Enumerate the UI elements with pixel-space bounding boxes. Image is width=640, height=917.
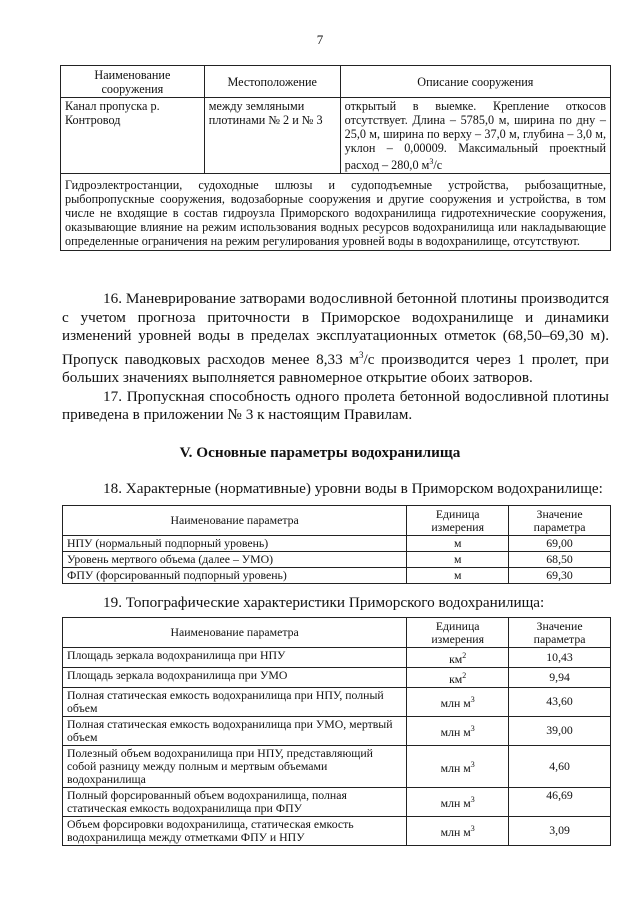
page-number: 7 — [316, 32, 324, 47]
header-parameter: Наименование параметра — [63, 506, 407, 536]
header-value: Значение параметра — [509, 618, 611, 648]
paragraph-19-text: 19. Топографические характеристики Приморского водохранилища: — [103, 594, 545, 611]
parameter-unit: м — [407, 536, 509, 552]
parameter-name: Уровень мертвого объема (далее – УМО) — [63, 552, 407, 568]
parameter-value: 69,30 — [509, 568, 611, 584]
parameter-unit — [407, 667, 509, 687]
structure-location: между земляными плотинами № 2 и № 3 — [204, 98, 340, 174]
parameter-unit — [407, 745, 509, 787]
unit-superscript: 3 — [470, 824, 475, 834]
table-note-row — [61, 174, 611, 251]
parameter-value: 9,94 — [509, 667, 611, 687]
section-heading: V. Основные параметры водохранилища — [179, 444, 461, 461]
unit-superscript: 2 — [462, 670, 467, 680]
parameter-value: 68,50 — [509, 552, 611, 568]
parameter-name: Полная статическая емкость водохранилища при УМО, мертвый объем — [63, 716, 407, 745]
paragraph-16-text-end: /с производится через 1 пролет, при больших значениях выполняется равномерное открытие обоих затворов. — [62, 350, 609, 387]
header-unit: Единица измерения — [407, 618, 509, 648]
table-header-row — [63, 618, 611, 648]
structures-table — [60, 65, 611, 251]
unit-text: млн м — [440, 796, 471, 811]
paragraphs-16-17 — [62, 290, 609, 425]
table-row — [63, 816, 611, 845]
parameter-value: 39,00 — [509, 716, 611, 745]
parameter-name: Полная статическая емкость водохранилища при НПУ, полный объем — [63, 687, 407, 716]
header-unit: Единица измерения — [407, 506, 509, 536]
water-levels-table — [62, 505, 611, 584]
parameter-value: 69,00 — [509, 536, 611, 552]
table-row — [63, 787, 611, 816]
parameter-value: 3,09 — [509, 816, 611, 845]
parameter-name: Полезный объем водохранилища при НПУ, представляющий собой разницу между полным и мертвым объемами водохранилища — [63, 745, 407, 787]
table-row — [63, 667, 611, 687]
unit-superscript: 2 — [462, 651, 467, 660]
unit-text: км — [449, 651, 463, 666]
header-value: Значение параметра — [509, 506, 611, 536]
paragraph-16 — [62, 290, 609, 388]
parameter-value: 10,43 — [509, 648, 611, 668]
table-row — [63, 716, 611, 745]
unit-text: млн м — [440, 760, 471, 775]
parameter-name: ФПУ (форсированный подпорный уровень) — [63, 568, 407, 584]
table-row — [63, 687, 611, 716]
header-location: Местоположение — [204, 66, 340, 98]
parameter-unit: м — [407, 552, 509, 568]
unit-text: км — [449, 671, 463, 686]
table-row — [63, 552, 611, 568]
parameter-unit — [407, 716, 509, 745]
table-row — [63, 568, 611, 584]
description-text: открытый в выемке. Крепление откосов отсутствует. Длина – 5785,0 м, ширина по дну – 25,0 м, ширина по верху – 37,0 м, глубина – 3,0 м, уклон – 0,00009. Максимальный проектный расход – 280,0 м — [344, 99, 606, 173]
table-row — [63, 648, 611, 668]
paragraph-19 — [62, 594, 609, 613]
parameter-unit — [407, 648, 509, 668]
parameter-unit — [407, 787, 509, 816]
parameter-name: Площадь зеркала водохранилища при НПУ — [63, 648, 407, 668]
description-superscript: 3 — [429, 157, 434, 166]
unit-text: млн м — [440, 725, 471, 740]
parameter-value: 4,60 — [509, 745, 611, 787]
header-description: Описание сооружения — [340, 66, 610, 98]
parameter-name: НПУ (нормальный подпорный уровень) — [63, 536, 407, 552]
unit-text: млн м — [440, 696, 471, 711]
parameter-name: Полный форсированный объем водохранилища, полная статическая емкость водохранилища при ФПУ — [63, 787, 407, 816]
parameter-name: Объем форсировки водохранилища, статическая емкость водохранилища между отметками ФПУ и НПУ — [63, 816, 407, 845]
structure-description — [340, 98, 610, 174]
table-row — [63, 536, 611, 552]
paragraph-16-superscript: 3 — [359, 349, 364, 360]
header-structure-name: Наименование сооружения — [61, 66, 205, 98]
parameter-unit — [407, 816, 509, 845]
table-header-row — [61, 66, 611, 98]
parameter-unit: м — [407, 568, 509, 584]
header-parameter: Наименование параметра — [63, 618, 407, 648]
unit-superscript: 3 — [470, 795, 475, 805]
description-unit: /с — [433, 158, 443, 173]
paragraph-18 — [62, 480, 609, 499]
parameter-name: Площадь зеркала водохранилища при УМО — [63, 667, 407, 687]
table-row — [61, 98, 611, 174]
structure-name: Канал пропуска р. Контровод — [61, 98, 205, 174]
paragraph-18-text: 18. Характерные (нормативные) уровни воды в Приморском водохранилище: — [103, 480, 603, 497]
table-row — [63, 745, 611, 787]
parameter-unit — [407, 687, 509, 716]
unit-superscript: 3 — [470, 759, 475, 769]
parameter-value: 46,69 — [509, 787, 611, 816]
parameter-value: 43,60 — [509, 687, 611, 716]
unit-text: млн м — [440, 825, 471, 840]
paragraph-17: 17. Пропускная способность одного пролета бетонной водосливной плотины приведена в приложении № 3 к настоящим Правилам. — [62, 387, 609, 424]
topographic-table — [62, 617, 611, 846]
table-note: Гидроэлектростанции, судоходные шлюзы и судоподъемные устройства, рыбозащитные, рыбопропускные сооружения, водозаборные сооружения и другие сооружения и устройства, в том числе не входящие в состав гидроузла Приморского водохранилища гидротехнические сооружения, оказывающие влияние на режим использования водных ресурсов водохранилища или накладывающие определенные ограничения на режим регулирования уровней воды в водохранилище, отсутствуют. — [61, 174, 611, 251]
unit-superscript: 3 — [470, 724, 475, 734]
table-header-row — [63, 506, 611, 536]
unit-superscript: 3 — [470, 695, 475, 705]
paragraph-16-text: 16. Маневрирование затворами водосливной бетонной плотины производится с учетом прогноза приточности в Приморское водохранилище и динамики изменений уровней воды в пределах эксплуатационных отметок (68,50–69,30 м). Пропуск паводковых расходов менее 8,33 м — [62, 290, 609, 368]
